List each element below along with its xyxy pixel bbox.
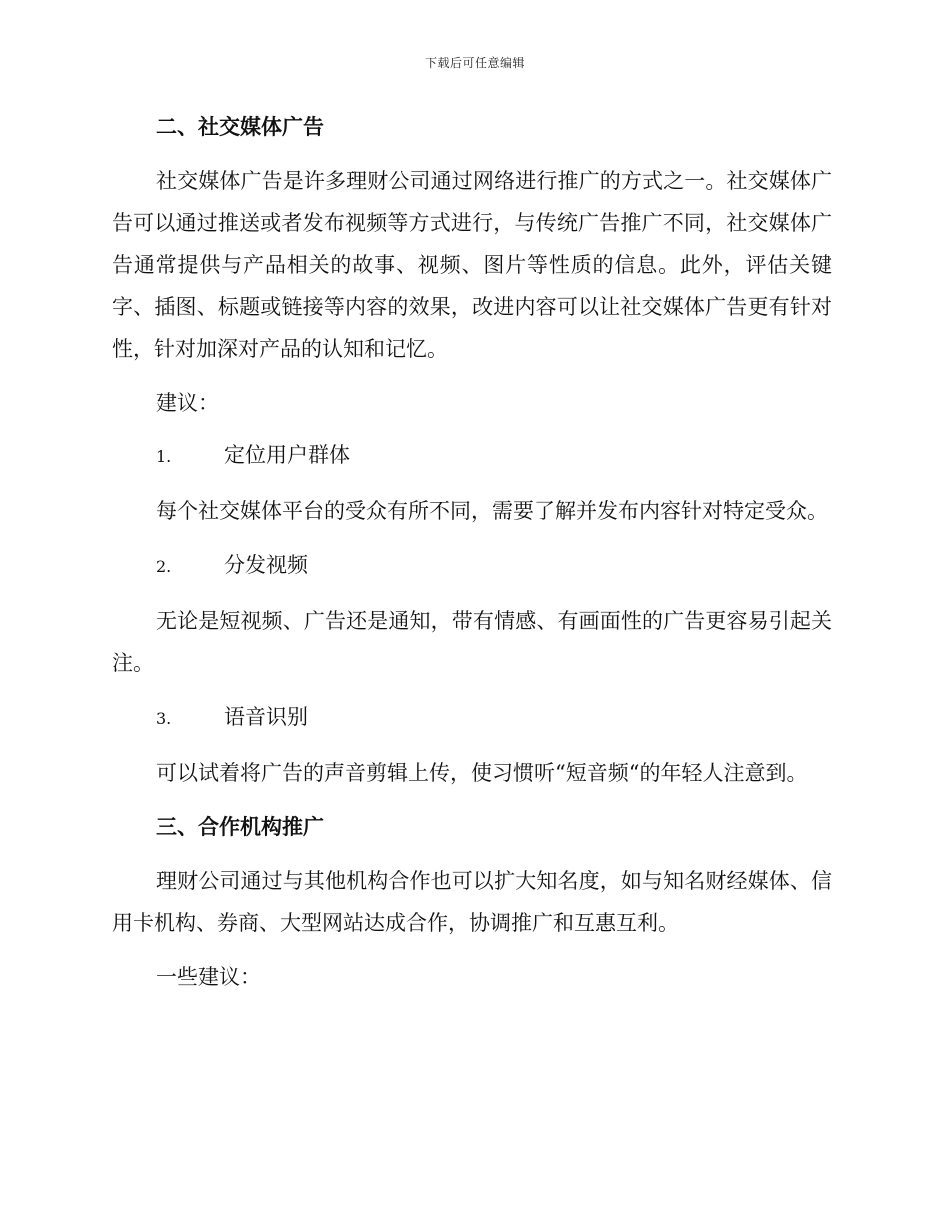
list-item-1 <box>156 436 832 476</box>
list-item-description: 每个社交媒体平台的受众有所不同，需要了解并发布内容针对特定受众。 <box>156 499 828 523</box>
section-heading-social-media: 二、社交媒体广告 <box>156 114 324 139</box>
document-body <box>112 108 832 1010</box>
list-item-title: 分发视频 <box>224 553 308 577</box>
list-item-description: 可以试着将广告的声音剪辑上传，使习惯听“短音频“的年轻人注意到。 <box>156 761 808 785</box>
list-number: 1. <box>156 447 172 466</box>
section-intro-social-media: 社交媒体广告是许多理财公司通过网络进行推广的方式之一。社交媒体广告可以通过推送或者发布视频等方式进行，与传统广告推广不同，社交媒体广告通常提供与产品相关的故事、视频、图片等性质的信息。此外，评估关键字、插图、标题或链接等内容的效果，改进内容可以让社交媒体广告更有针对性，针对加深对产品的认知和记忆。 <box>112 169 832 361</box>
suggestion-label: 一些建议： <box>156 965 261 989</box>
suggestion-label: 建议： <box>156 391 219 415</box>
list-number: 3. <box>156 709 172 728</box>
section-heading-partnership: 三、合作机构推广 <box>156 814 324 839</box>
list-item-title: 语音识别 <box>224 705 308 729</box>
list-item-3 <box>156 698 832 738</box>
list-item-2 <box>156 546 832 586</box>
section-intro-partnership: 理财公司通过与其他机构合作也可以扩大知名度，如与知名财经媒体、信用卡机构、券商、大型网站达成合作，协调推广和互惠互利。 <box>112 869 832 935</box>
list-item-description: 无论是短视频、广告还是通知，带有情感、有画面性的广告更容易引起关注。 <box>112 609 832 675</box>
page-header: 下载后可任意编辑 <box>424 56 525 70</box>
list-number: 2. <box>156 557 172 576</box>
list-item-title: 定位用户群体 <box>224 443 350 467</box>
